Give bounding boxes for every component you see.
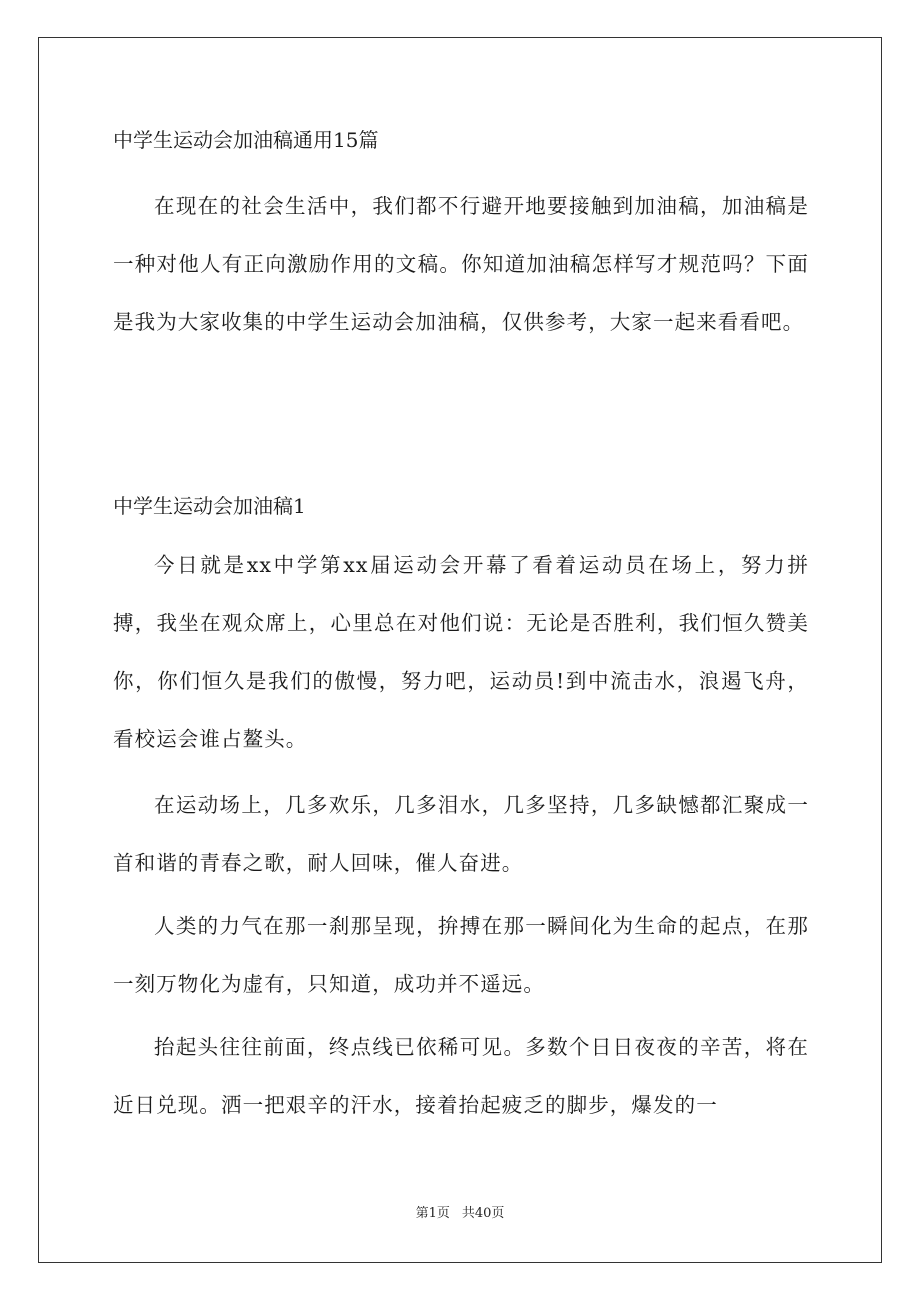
body-paragraph: 人类的力气在那一刹那呈现，拚搏在那一瞬间化为生命的起点，在那一刻万物化为虚有，只知道，成功并不遥远。 [113, 914, 809, 996]
document-title: 中学生运动会加油稿通用15篇 [113, 128, 379, 152]
body-paragraph: 在运动场上，几多欢乐，几多泪水，几多坚持，几多缺憾都汇聚成一首和谐的青春之歌，耐人回味，催人奋进。 [113, 793, 809, 875]
intro-paragraph: 在现在的社会生活中，我们都不行避开地要接触到加油稿，加油稿是一种对他人有正向激励作用的文稿。你知道加油稿怎样写才规范吗？下面是我为大家收集的中学生运动会加油稿，仅供参考，大家一起来看看吧。 [113, 194, 809, 334]
page-number: 第1页 [415, 1206, 450, 1221]
page-footer [0, 1205, 920, 1223]
section-heading: 中学生运动会加油稿1 [113, 494, 306, 518]
page-total: 共40页 [461, 1206, 505, 1221]
body-paragraph: 今日就是xx中学第xx届运动会开幕了看着运动员在场上，努力拼搏，我坐在观众席上，心里总在对他们说：无论是否胜利，我们恒久赞美你，你们恒久是我们的傲慢，努力吧，运动员!到中流击水，浪遏飞舟，看校运会谁占鳌头。 [113, 553, 809, 751]
body-paragraph: 抬起头往往前面，终点线已依稀可见。多数个日日夜夜的辛苦，将在近日兑现。洒一把艰辛的汗水，接着抬起疲乏的脚步，爆发的一 [113, 1035, 809, 1117]
